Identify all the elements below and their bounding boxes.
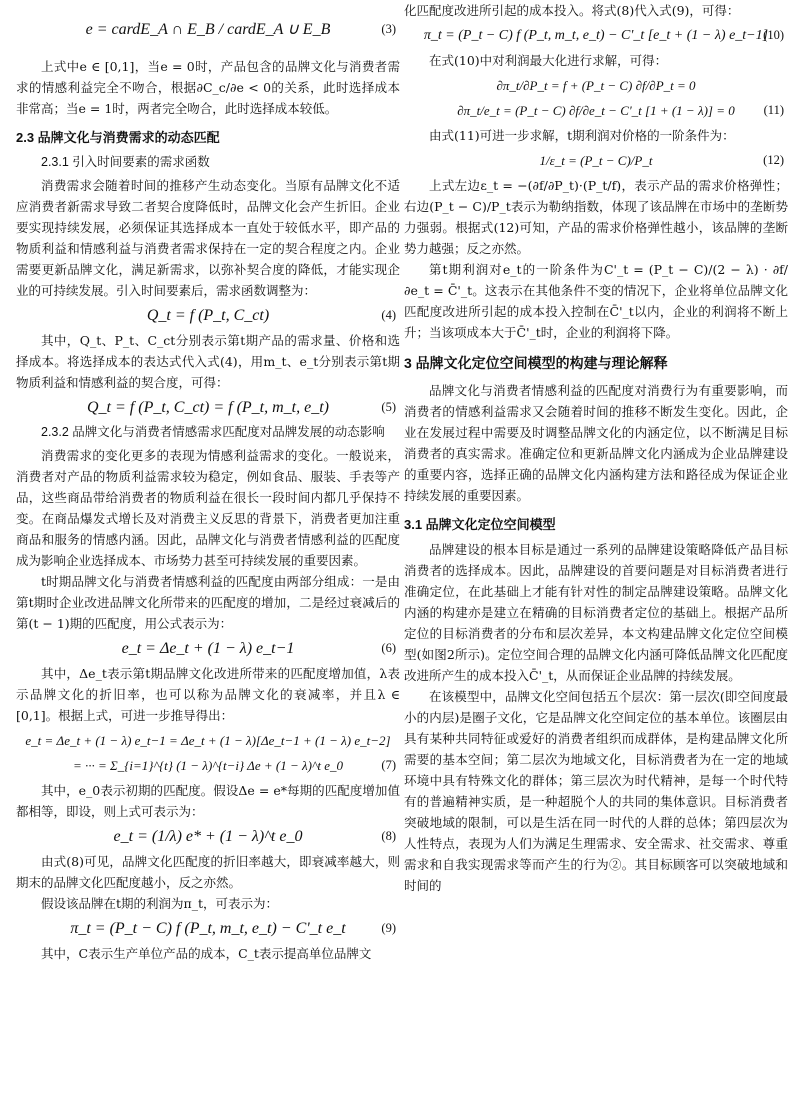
- equation-4-number: (4): [381, 308, 396, 322]
- equation-9-number: (9): [381, 921, 396, 935]
- equation-3-text: e = cardE_A ∩ E_B / cardE_A ∪ E_B: [85, 20, 331, 38]
- equation-8-number: (8): [381, 829, 396, 843]
- equation-11-number: (11): [763, 103, 784, 117]
- section-heading-2-3: 2.3 品牌文化与消费需求的动态匹配: [16, 130, 220, 145]
- equation-12-text: 1/ε_t = (P_t − C)/P_t: [539, 153, 653, 168]
- equation-7b: [16, 755, 400, 776]
- paragraph: 其中，Q_t、P_t、C_ct分别表示第t期产品的需求量、价格和选择成本。将选择成本的表达式代入式(4)，用m_t、e_t分别表示第t期物质利益和情感利益的契合度，可得：: [16, 333, 400, 390]
- paragraph: 在式(10)中对利润最大化进行求解，可得：: [429, 53, 668, 68]
- left-column: [16, 0, 400, 964]
- equation-5: [16, 397, 400, 418]
- subsection-heading-2-3-2: 2.3.2 品牌文化与消费者情感需求匹配度对品牌发展的动态影响: [41, 425, 385, 439]
- equation-7-number: (7): [381, 758, 396, 772]
- equation-12-number: (12): [763, 153, 784, 167]
- equation-4: [16, 305, 400, 326]
- equation-7a: [16, 730, 400, 751]
- paragraph: 品牌建设的根本目标是通过一系列的品牌建设策略降低产品目标消费者的选择成本。因此，品牌建设的首要问题是对目标消费者进行准确定位，在此基础上才能有针对性的制定品牌建设策略。品牌文化内涵的构建亦是建立在精确的目标消费者定位的基础上。根据产品所定位的目标消费者的分布和层次差异，本文构建品牌文化定位空间模型(如图2所示)。定位空间合理的品牌文化内涵可降低品牌文化匹配度改进所产生的成本投入C̄'_t，从而保证企业品牌的持续发展。: [404, 542, 788, 683]
- equation-11a-text: ∂π_t/∂P_t = f + (P_t − C) ∂f/∂P_t = 0: [496, 78, 696, 93]
- equation-11a: [404, 75, 788, 96]
- equation-5-text: Q_t = f (P_t, C_ct) = f (P_t, m_t, e_t): [87, 399, 329, 416]
- equation-12: [404, 150, 788, 171]
- paragraph: 消费需求的变化更多的表现为情感利益需求的变化。一般说来，消费者对产品的物质利益需求较为稳定，例如食品、服装、手表等产品，这些商品带给消费者的物质利益在很长一段时间内都几乎保持不变。在商品爆发式增长及对消费主义反思的背景下，消费者更加注重商品和服务的情感内涵。因此，品牌文化与消费者情感利益的匹配度成为影响企业选择成本、市场势力甚至可持续发展的重要因素。: [16, 448, 400, 568]
- equation-3-number: (3): [381, 21, 396, 36]
- equation-8: [16, 826, 400, 847]
- equation-10: [404, 25, 788, 46]
- equation-6-number: (6): [381, 641, 396, 655]
- equation-5-number: (5): [381, 400, 396, 414]
- paragraph: 其中，C表示生产单位产品的成本，C_t表示提高单位品牌文: [41, 946, 372, 961]
- subsection-heading-2-3-1: 2.3.1 引入时间要素的需求函数: [41, 155, 210, 169]
- section-heading-3: 3 品牌文化定位空间模型的构建与理论解释: [404, 355, 668, 371]
- equation-4-text: Q_t = f (P_t, C_ct): [146, 307, 270, 324]
- paragraph: 化匹配度改进所引起的成本投入。将式(8)代入式(9)，可得：: [404, 3, 740, 18]
- equation-9-text: π_t = (P_t − C) f (P_t, m_t, e_t) − C'_t e_t: [70, 920, 346, 937]
- equation-6: [16, 638, 400, 659]
- equation-7b-text: = ··· = Σ_{i=1}^{t} (1 − λ)^{t−i} Δe + (1 − λ)^t e_0: [72, 758, 344, 773]
- paragraph: 上式左边ε_t = −(∂f/∂P_t)·(P_t/f)，表示产品的需求价格弹性；右边(P_t − C)/P_t表示为勒纳指数，体现了该品牌在市场中的垄断势力强弱。根据式(12)可知，产品的需求价格弹性越小，该品牌的垄断势力越强；反之亦然。: [404, 178, 788, 256]
- paragraph: 第t期利润对e_t的一阶条件为C'_t = (P_t − C)/(2 − λ) · ∂f/∂e_t = C̄'_t。这表示在其他条件不变的情况下，企业将单位品牌文化匹配度改进所引起的成本投入控制在C̄'_t以内，企业的利润将不断上升；当该项成本大于C̄'_t时，企业的利润将下降。: [404, 262, 788, 340]
- paragraph: 其中，e_0表示初期的匹配度。假设Δe = e*每期的匹配度增加值都相等，即设，则上式可表示为：: [16, 783, 400, 819]
- equation-7a-text: e_t = Δe_t + (1 − λ) e_t−1 = Δe_t + (1 − λ)[Δe_t−1 + (1 − λ) e_t−2]: [25, 733, 391, 748]
- equation-10-number: (10): [763, 28, 784, 42]
- equation-11b: [404, 100, 788, 121]
- equation-11b-text: ∂π_t/e_t = (P_t − C) ∂f/∂e_t − C'_t [1 + (1 − λ)] = 0: [457, 103, 735, 118]
- paragraph: 由式(8)可见，品牌文化匹配度的折旧率越大，即衰减率越大，则期末的品牌文化匹配度越小，反之亦然。: [16, 854, 400, 890]
- paragraph: 假设该品牌在t期的利润为π_t，可表示为：: [41, 896, 279, 911]
- paragraph: 由式(11)可进一步求解，t期利润对价格的一阶条件为：: [429, 128, 735, 143]
- equation-3: [16, 6, 400, 52]
- right-column: [404, 0, 788, 896]
- equation-8-text: e_t = (1/λ) e* + (1 − λ)^t e_0: [113, 828, 303, 845]
- equation-10-text: π_t = (P_t − C) f (P_t, m_t, e_t) − C'_t [e_t + (1 − λ) e_t−1]: [423, 28, 769, 43]
- section-heading-3-1: 3.1 品牌文化定位空间模型: [404, 517, 556, 532]
- paragraph: 其中，Δe_t表示第t期品牌文化改进所带来的匹配度增加值，λ表示品牌文化的折旧率，也可以称为品牌文化的衰减率，并且λ ∈ [0,1]。根据上式，可进一步推导得出：: [16, 666, 400, 723]
- paragraph: 上式中e ∈ [0,1]，当e = 0时，产品包含的品牌文化与消费者需求的情感利益完全不吻合，根据∂C_c/∂e < 0的关系，此时选择成本非常高；当e = 1时，两者完全吻合，此时选择成本较低。: [16, 59, 400, 116]
- equation-6-text: e_t = Δe_t + (1 − λ) e_t−1: [121, 640, 295, 657]
- paragraph: 品牌文化与消费者情感利益的匹配度对消费行为有重要影响，而消费者的情感利益需求又会随着时间的推移不断发生变化。因此，企业在发展过程中需要及时调整品牌文化的内涵定位，以不断满足目标消费者的真实需求。准确定位和更新品牌文化内涵成为企业品牌建设的重要内容，选择正确的品牌文化内涵构建方法和路径成为保证企业持续发展的重要因素。: [404, 383, 788, 503]
- equation-9: [16, 918, 400, 939]
- paragraph: 在该模型中，品牌文化空间包括五个层次：第一层次(即空间度最小的内层)是圈子文化，它是品牌文化空间定位的基本单位。该圈层由具有某种共同特征或爱好的消费者组织而成群体，是构建品牌文化所需要的基本空间；第二层次为地域文化，目标消费者为在一定的地域环境中具有特殊文化的群体；第三层次为时代精神，是每一个时代特有的普遍精神实质，是一种超脱个人的共同的集体意识。目标消费者突破地域的限制，可以是生活在同一时代的人群的总体；第四层次为人性特点，表现为人们为满足生理需求、安全需求、社交需求、尊重需求和自我实现需求等而产生的行为②。其目标顾客可以突破地域和时间的: [404, 689, 788, 893]
- paragraph: 消费需求会随着时间的推移产生动态变化。当原有品牌文化不适应消费者新需求导致二者契合度降低时，品牌文化会产生折旧。企业要实现持续发展，必须保证其选择成本一直处于较低水平，即产品的物质利益和情感利益与消费者需求保持在一定的契合程度之内。企业需要更新品牌文化，满足新需求，以弥补契合度的降低，才能实现企业的可持续发展。引入时间要素后，需求函数调整为：: [16, 178, 400, 298]
- paragraph: t时期品牌文化与消费者情感利益的匹配度由两部分组成：一是由第t期时企业改进品牌文化所带来的匹配度的增加，二是经过衰减后的第(t − 1)期的匹配度，用公式表示为：: [16, 574, 400, 631]
